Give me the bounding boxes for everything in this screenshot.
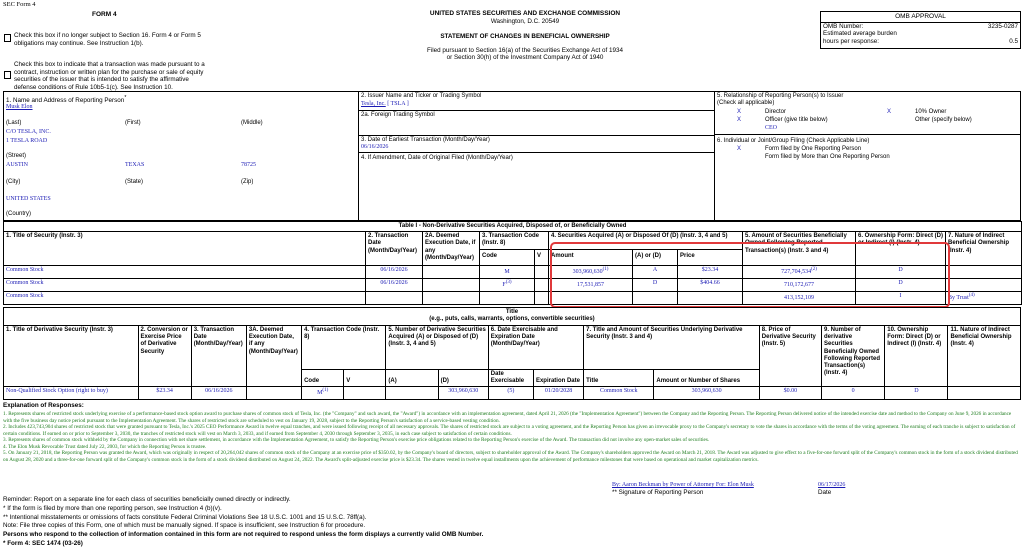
box2-issuer xyxy=(358,91,715,111)
t1-h-amount-owned: 5. Amount of Securities Beneficially Owned Following Reported Transaction(s) (Instr. 3 and 4) xyxy=(743,232,856,265)
box1-reporting-person xyxy=(3,91,359,221)
acquired-disposed: D xyxy=(633,278,678,291)
box2a-label: 2a. Foreign Trading Symbol xyxy=(361,112,435,118)
reminder-line: ** Intentional misstatements or omissions of facts constitute Federal Criminal Violations See 18 U.S.C. 1001 and 15 U.S.C. 78ff(a). xyxy=(3,513,367,521)
omb-hours: 0.5 xyxy=(1009,37,1018,45)
table2-derivative xyxy=(3,307,1021,400)
t2-h-v: V xyxy=(344,370,386,387)
signature-label: ** Signature of Reporting Person xyxy=(612,489,704,496)
omb-title: OMB APPROVAL xyxy=(821,12,1020,23)
rule10b5-text: Check this box to indicate that a transaction was made pursuant to a contract, instruction or written plan for the purchase or sale of equity securities of the issuer that is intended to satisfy the affirmative defense conditions of Rule 10b5-1(c). See Instruction 10. xyxy=(14,61,205,91)
footnote-item: 1. Represents shares of restricted stock underlying exercise of a performance-based stock option award to purchase shares of common stock of Tesla, Inc. (the "Company" and such award, the "Award") in accordance with an implementation agreement, dated April 21, 2026 (the "Implementation Agreement") between the Company and the Reporting Person. The Reporting Person delivered notice of the intended exercise date and method to the Company on June 9, 2026 in accordance with the five business day notice period pursuant to the Implementation Agreement. The shares of restricted stock are scheduled to vest on January 19, 2028, subject to the Reporting Person's satisfaction of a service-based vesting condition. xyxy=(3,411,1012,424)
t2-h-date-exercisable: Date Exercisable xyxy=(488,370,533,387)
form-title: FORM 4 xyxy=(92,11,117,18)
footnote-item: 4. The Elon Musk Revocable Trust dated July 22, 2003, for which the Reporting Person is trustee. xyxy=(3,443,207,450)
t1-h-deemed: 2A. Deemed Execution Date, if any (Month/Day/Year) xyxy=(423,232,480,265)
t2-h-number: 5. Number of Derivative Securities Acquired (A) or Disposed of (D) (Instr. 3, 4 and 5) xyxy=(386,326,488,370)
t1-h-title: 1. Title of Security (Instr. 3) xyxy=(4,232,366,265)
director-check[interactable]: X xyxy=(737,109,742,115)
explanation-title: Explanation of Responses: xyxy=(3,402,84,409)
one-person-check[interactable]: X xyxy=(737,146,742,152)
officer-check[interactable]: X xyxy=(737,117,742,123)
more-persons-label: Form filed by More than One Reporting Person xyxy=(765,154,890,160)
footnote-item: 5. On January 21, 2018, the Reporting Person was granted the Award, which was originally in respect of 20,264,042 shares of common stock of the Company at an exercise price of $350.02, by the Company's board of directors, subject to shareholder approval of the Award. The Company's shareholders approved the Award on March 21, 2018. The Award was adjusted to give effect to a five-for-one forward split of the Company's common stock in the form of a stock dividend distributed on August 28, 2020 and a three-for-one forward split of the Company's common stock in the form of a stock dividend distributed on August 24, 2022. The Award's split-adjusted exercise price is $23.34. The shares vested in twelve equal installments upon the achievement of performance milestones that were based on operational and market capitalization metrics. xyxy=(3,450,1018,463)
table2-title: Title (e.g., puts, calls, warrants, options, convertible securities) xyxy=(4,308,1021,326)
t2-h-title: 1. Title of Derivative Security (Instr. 3) xyxy=(4,326,139,387)
t2-h-expiration: Expiration Date xyxy=(533,370,583,387)
amount-owned: 727,704,534$^{(2)}$ xyxy=(743,265,856,278)
box4-label: 4. If Amendment, Date of Original Filed (Month/Day/Year) xyxy=(361,155,513,161)
derivative-title: Non-Qualified Stock Option (right to buy) xyxy=(4,387,139,400)
ownership-form: I xyxy=(856,291,946,304)
footnotes xyxy=(3,411,1021,463)
transaction-date: 06/16/2026 xyxy=(191,387,246,400)
box1-label: 1. Name and Address of Reporting Person* xyxy=(6,95,127,105)
omb-burden-label: Estimated average burden xyxy=(823,30,897,38)
form-footer: * Form 4: SEC 1474 (03-26) xyxy=(3,540,83,548)
amount-owned: 413,152,109 xyxy=(743,291,856,304)
nature-indirect xyxy=(946,265,1022,278)
reporting-person-name[interactable]: Musk Elon xyxy=(6,104,33,110)
zip-value: 78725 xyxy=(241,162,256,168)
price: $404.66 xyxy=(678,278,743,291)
last-label: (Last) xyxy=(6,120,22,126)
t2-h-nature: 11. Nature of Indirect Beneficial Ownership (Instr. 4) xyxy=(948,326,1021,387)
omb-hours-label: hours per response: xyxy=(823,37,880,45)
t1-h-date: 2. Transaction Date (Month/Day/Year) xyxy=(366,232,423,265)
reminder-line: Reminder: Report on a separate line for each class of securities beneficially owned directly or indirectly. xyxy=(3,496,291,503)
other-label: Other (specify below) xyxy=(915,117,972,123)
check-section16 xyxy=(4,32,204,47)
country-value: UNITED STATES xyxy=(6,196,51,202)
box5-sublabel: (Check all applicable) xyxy=(717,100,775,106)
t2-h-ownership-form: 10. Ownership Form: Direct (D) or Indirect (I) (Instr. 4) xyxy=(885,326,948,387)
t2-h-d: (D) xyxy=(438,370,488,387)
derivative-price: $0.00 xyxy=(759,387,821,400)
transaction-date xyxy=(366,291,423,304)
address-line1: C/O TESLA, INC. xyxy=(6,129,51,135)
t2-h-underlying-amount: Amount or Number of Shares xyxy=(654,370,759,387)
box4-amendment xyxy=(358,152,715,221)
address-line2: 1 TESLA ROAD xyxy=(6,138,48,144)
security-title: Common Stock xyxy=(4,278,366,291)
omb-approval-box xyxy=(820,11,1021,49)
signature-date: 06/17/2026 xyxy=(818,482,846,488)
middle-label: (Middle) xyxy=(241,120,263,126)
persons-note: Persons who respond to the collection of information contained in this form are not required to respond unless the form displays a currently valid OMB Number. xyxy=(3,531,484,539)
t1-h-price: Price xyxy=(678,249,743,265)
t2-h-date: 3. Transaction Date (Month/Day/Year) xyxy=(191,326,246,387)
underlying-amount: 303,960,630 xyxy=(654,387,759,400)
t2-h-a: (A) xyxy=(386,370,438,387)
ownership-form: D xyxy=(885,387,948,400)
one-person-label: Form filed by One Reporting Person xyxy=(765,146,862,152)
t1-h-securities: 4. Securities Acquired (A) or Disposed Of (D) (Instr. 3, 4 and 5) xyxy=(549,232,743,249)
officer-label: Officer (give title below) xyxy=(765,117,828,123)
omb-number-label: OMB Number: xyxy=(823,22,864,30)
security-title: Common Stock xyxy=(4,265,366,278)
agency-header xyxy=(360,10,690,62)
conversion-price: $23.34 xyxy=(138,387,191,400)
footnote-item: 3. Represents shares of common stock withheld by the Company in connection with net share settlement, in accordance with the Implementation Agreement, to satisfy the Reporting Person's exercise price obligations related to the Reporting Person's exercise of the Award. The transaction did not involve any open-market sales of securities. xyxy=(3,437,710,443)
disposed-amount: 303,960,630 xyxy=(438,387,488,400)
amount: 303,960,630$^{(1)}$ xyxy=(549,265,633,278)
t2-h-owned: 9. Number of derivative Securities Beneficially Owned Following Reported Transaction(s) (Instr. 4) xyxy=(822,326,885,387)
owner10-check[interactable]: X xyxy=(887,109,892,115)
t2-h-code: 4. Transaction Code (Instr. 8) xyxy=(302,326,386,370)
reminder-line: * If the form is filed by more than one reporting person, see Instruction 4 (b)(v). xyxy=(3,504,222,512)
box6-filing xyxy=(714,134,1021,221)
reminder-line: Note: File three copies of this Form, one of which must be manually signed. If space is insufficient, see Instruction 6 for procedure. xyxy=(3,522,366,530)
t1-h-code: 3. Transaction Code (Instr. 8) xyxy=(480,232,549,249)
highlight-annotation xyxy=(550,242,950,308)
statement-title: STATEMENT OF CHANGES IN BENEFICIAL OWNERSHIP xyxy=(440,33,610,41)
transaction-code: $F^{(3)}$ xyxy=(480,278,535,291)
filed-pursuant-2: or Section 30(h) of the Investment Company Act of 1940 xyxy=(446,54,604,62)
amount: 17,531,857 xyxy=(549,278,633,291)
agency-name: UNITED STATES SECURITIES AND EXCHANGE COMMISSION xyxy=(429,10,621,17)
transaction-date: 06/16/2026 xyxy=(366,265,423,278)
state-value: TEXAS xyxy=(125,162,145,168)
ownership-form: D xyxy=(856,265,946,278)
city-value: AUSTIN xyxy=(6,162,28,168)
t2-h-deemed: 3A. Deemed Execution Date, if any (Month/Day/Year) xyxy=(246,326,301,387)
box2a-foreign xyxy=(358,110,715,136)
transaction-date: 06/16/2026 xyxy=(366,278,423,291)
price: $23.34 xyxy=(678,265,743,278)
box5-relationship xyxy=(714,91,1021,135)
t1-h-ownership-form: 6. Ownership Form: Direct (D) or Indirect (I) (Instr. 4) xyxy=(856,232,946,265)
expiration-date: 01/20/2028 xyxy=(533,387,583,400)
security-title: Common Stock xyxy=(4,291,366,304)
nature-indirect: By Trust$^{(4)}$ xyxy=(946,291,1022,304)
date-label: Date xyxy=(818,489,832,496)
city-label: (City) xyxy=(6,179,21,185)
agency-city: Washington, D.C. 20549 xyxy=(490,17,560,25)
state-label: (State) xyxy=(125,179,144,185)
t1-h-amount: Amount xyxy=(549,249,633,265)
underlying-title: Common Stock xyxy=(584,387,654,400)
t2-h-underlying: 7. Title and Amount of Securities Underlying Derivative Security (Instr. 3 and 4) xyxy=(584,326,760,370)
t2-h-conversion: 2. Conversion or Exercise Price of Derivative Security xyxy=(138,326,191,387)
box2-label: 2. Issuer Name and Ticker or Trading Symbol xyxy=(361,93,482,99)
t2-h-underlying-title: Title xyxy=(584,370,654,387)
t2-h-price: 8. Price of Derivative Security (Instr. 5) xyxy=(759,326,821,387)
top-label: SEC Form 4 xyxy=(3,1,36,8)
rule10b5-checkbox[interactable] xyxy=(4,71,11,79)
issuer-ticker xyxy=(361,101,409,108)
omb-number: 3235-0287 xyxy=(987,22,1018,30)
check-10b5 xyxy=(4,61,209,91)
amount-owned: 710,172,677 xyxy=(743,278,856,291)
section16-text: Check this box if no longer subject to Section 16. Form 4 or Form 5 obligations may continue. See Instruction 1(b). xyxy=(14,32,201,47)
ownership-form: D xyxy=(856,278,946,291)
box3-date xyxy=(358,135,715,153)
earliest-transaction-date: 06/16/2026 xyxy=(361,144,389,150)
transaction-code: M xyxy=(480,265,535,278)
footnote-item: 2. Includes 423,743,904 shares of restricted stock that were granted pursuant to Tesla, Inc.'s 2025 CEO Performance Award in twelve equal tranches, and were issued following receipt of all necessary approvals. The shares of restricted stock are subject to a voting agreement, and the Reporting Person has given an irrevocable proxy to the Company's secretary to vote the shares in accordance with the terms of the voting agreement. The earning of each tranche is subject to satisfaction of certain conditions. If earned on or prior to September 3, 2030, the tranches of restricted stock will vest on March 3, 2033, and if earned from September 4, 2030 through September 3, 2035, in each case subject to satisfaction of certain conditions. xyxy=(3,424,1016,437)
date-exercisable: (5) xyxy=(488,387,533,400)
country-label: (Country) xyxy=(6,211,32,217)
issuer-name-link[interactable]: Tesla, Inc. xyxy=(361,101,386,107)
officer-title: CEO xyxy=(765,125,777,131)
reminders xyxy=(3,496,483,549)
director-label: Director xyxy=(765,109,787,115)
t1-h-v: V xyxy=(535,249,549,265)
street-label: (Street) xyxy=(6,153,27,159)
signature-link[interactable]: By: Aaron Beckman by Power of Attorney For: Elon Musk xyxy=(612,482,754,488)
transaction-code xyxy=(480,291,535,304)
t1-h-code-sub: Code xyxy=(480,249,535,265)
table-row xyxy=(4,387,1021,400)
derivatives-owned: 0 xyxy=(822,387,885,400)
first-label: (First) xyxy=(125,120,141,126)
transaction-code: $M^{(1)}$ xyxy=(302,387,344,400)
t2-h-exercisable: 6. Date Exercisable and Expiration Date (Month/Day/Year) xyxy=(488,326,583,370)
acquired-disposed: A xyxy=(633,265,678,278)
nature-indirect xyxy=(946,278,1022,291)
box5-label: 5. Relationship of Reporting Person(s) to Issuer xyxy=(717,93,844,99)
t2-h-code-sub: Code xyxy=(302,370,344,387)
owner10-label: 10% Owner xyxy=(915,109,947,115)
box3-label: 3. Date of Earliest Transaction (Month/Day/Year) xyxy=(361,137,490,143)
ticker-symbol: [ TSLA ] xyxy=(387,101,409,107)
filed-pursuant-1: Filed pursuant to Section 16(a) of the Securities Exchange Act of 1934 xyxy=(426,46,624,54)
box6-label: 6. Individual or Joint/Group Filing (Check Applicable Line) xyxy=(717,138,870,144)
t1-h-aord: (A) or (D) xyxy=(633,249,678,265)
table1-title: Table I - Non-Derivative Securities Acquired, Disposed of, or Beneficially Owned xyxy=(4,222,1022,232)
t1-h-nature: 7. Nature of Indirect Beneficial Ownership (Instr. 4) xyxy=(946,232,1022,265)
section16-checkbox[interactable] xyxy=(4,34,11,42)
zip-label: (Zip) xyxy=(241,179,254,185)
